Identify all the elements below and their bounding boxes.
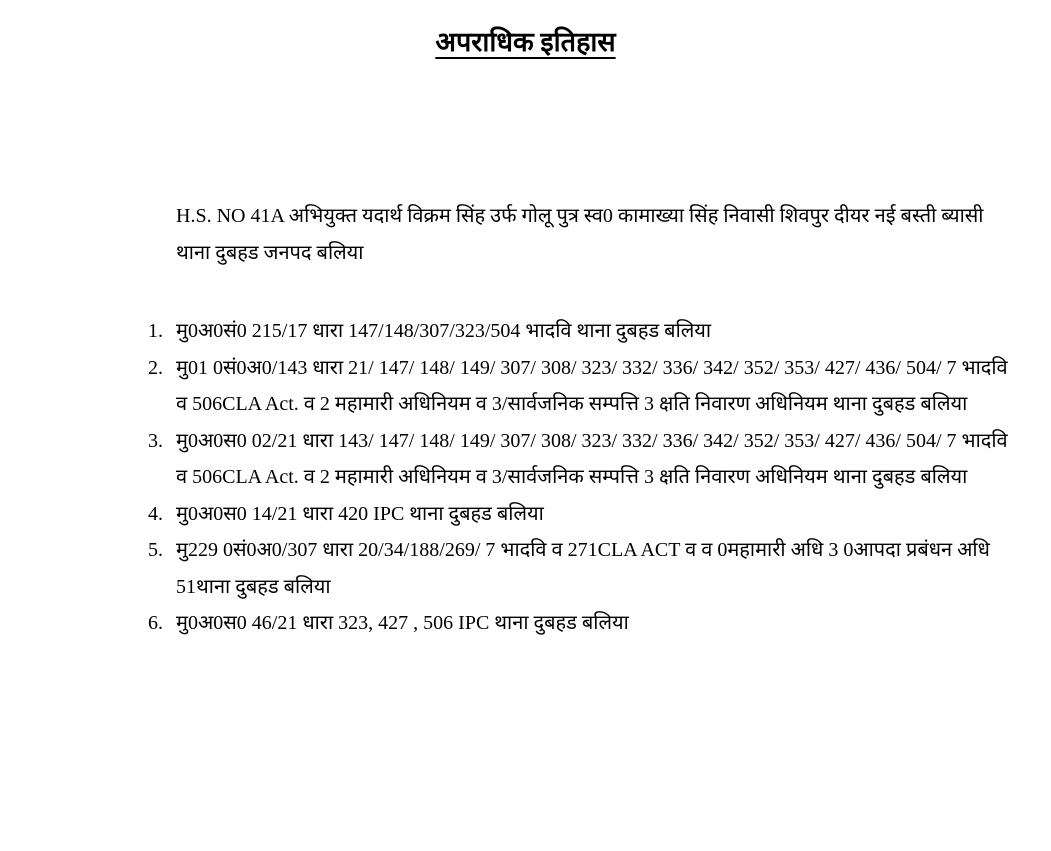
case-number: 1. [148,320,163,342]
document-title [0,22,1051,59]
case-item [148,313,1008,350]
document-title-text: अपराधिक इतिहास [435,27,616,57]
case-number: 3. [148,429,163,452]
case-number: 2. [148,356,163,379]
case-number: 4. [148,502,163,525]
case-text: मु0अ0स0 46/21 धारा 323, 427 , 506 IPC थाना दुबहड बलिया [176,612,629,634]
case-list [148,313,1008,642]
case-item [148,605,1008,642]
case-number: 6. [148,612,163,634]
case-number: 5. [148,539,163,561]
accused-details: H.S. NO 41A अभियुक्त यदार्थ विक्रम सिंह उर्फ गोलू पुत्र स्व0 कामाख्या सिंह निवासी शिवपुर दीयर नई बस्ती ब्यासी थाना दुबहड जनपद बलिया [176,205,984,264]
case-text: मु0अ0सं0 215/17 धारा 147/148/307/323/504 भादवि थाना दुबहड बलिया [176,320,712,342]
case-item [148,496,1008,533]
case-text: मु0अ0स0 14/21 धारा 420 IPC थाना दुबहड बलिया [176,502,544,525]
case-text: मु0अ0स0 02/21 धारा 143/ 147/ 148/ 149/ 307/ 308/ 323/ 332/ 336/ 342/ 352/ 353/ 427/ 436/ 504/ 7 भादवि व 506CLA Act. व 2 महामारी अधिनियम व 3/सार्वजनिक सम्पत्ति 3 क्षति निवारण अधिनियम थाना दुबहड बलिया [176,429,1008,488]
case-text: मु01 0सं0अ0/143 धारा 21/ 147/ 148/ 149/ 307/ 308/ 323/ 332/ 336/ 342/ 352/ 353/ 427/ 436/ 504/ 7 भादवि व 506CLA Act. व 2 महामारी अधिनियम व 3/सार्वजनिक सम्पत्ति 3 क्षति निवारण अधिनियम थाना दुबहड बलिया [176,356,1008,415]
case-item [148,350,1008,423]
case-text: मु229 0सं0अ0/307 धारा 20/34/188/269/ 7 भादवि व 271CLA ACT व व 0महामारी अधि 3 0आपदा प्रबंधन अधि 51थाना दुबहड बलिया [176,539,990,598]
case-item [148,423,1008,496]
case-item [148,532,1008,605]
